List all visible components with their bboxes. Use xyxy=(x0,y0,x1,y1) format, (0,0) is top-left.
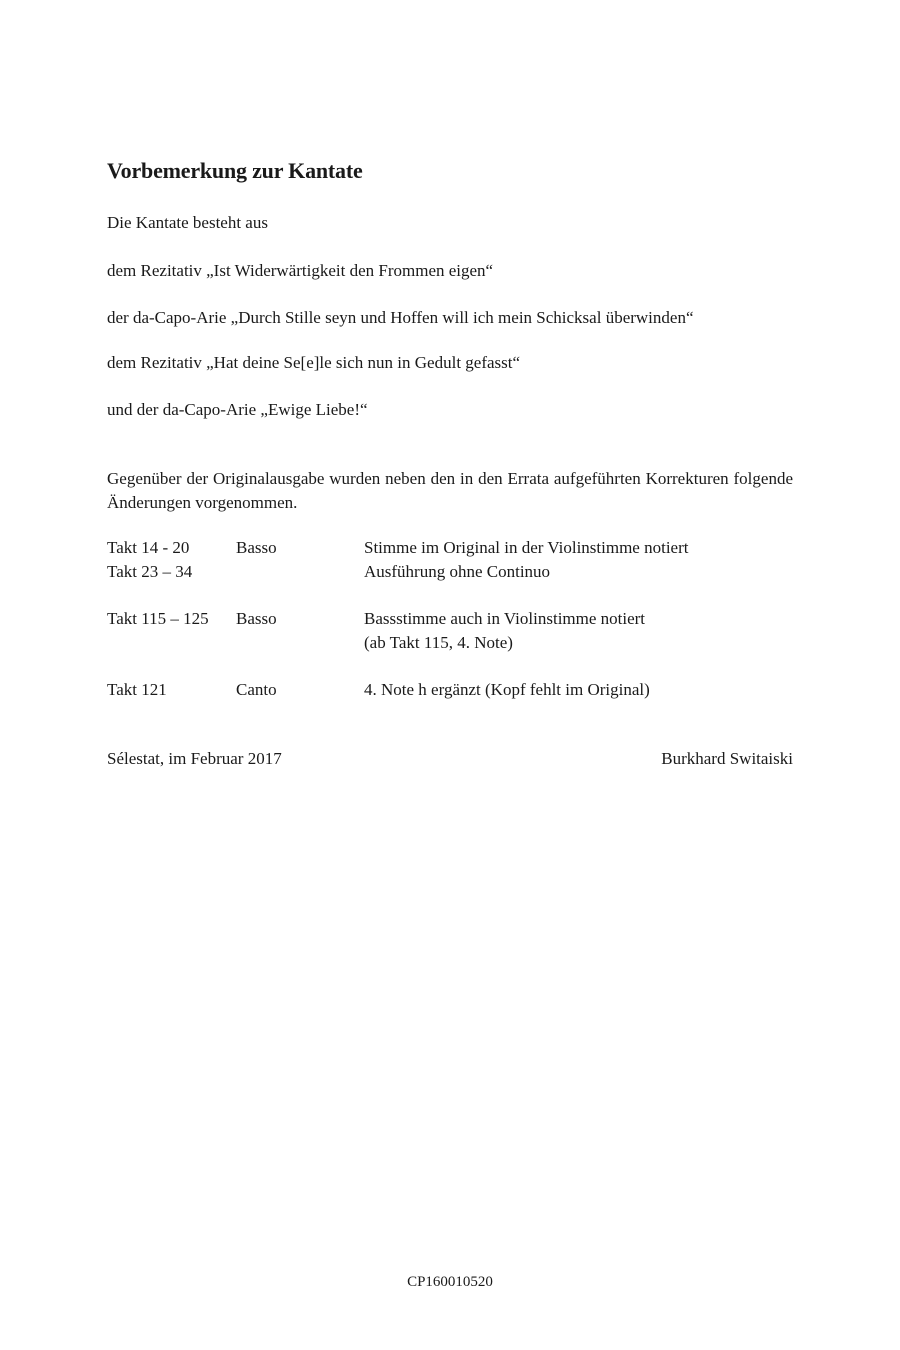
note-cell: (ab Takt 115, 4. Note) xyxy=(364,633,513,652)
part-recitative-2: dem Rezitativ „Hat deine Se[e]le sich nun in Gedult gefasst“ xyxy=(107,353,521,372)
changes-table xyxy=(107,538,793,704)
table-row xyxy=(107,538,793,562)
note-cell: Ausführung ohne Continuo xyxy=(364,562,551,581)
takt-cell: Takt 121 xyxy=(107,680,167,699)
takt-cell: Takt 23 – 34 xyxy=(107,562,193,581)
table-row xyxy=(107,633,793,657)
part-recitative-1: dem Rezitativ „Ist Widerwärtigkeit den Frommen eigen“ xyxy=(107,261,494,280)
takt-cell: Takt 115 – 125 xyxy=(107,609,209,628)
part-aria-1: der da-Capo-Arie „Durch Stille seyn und Hoffen will ich mein Schicksal überwinden“ xyxy=(107,308,694,327)
catalog-number: CP160010520 xyxy=(407,1274,493,1290)
voice-cell: Canto xyxy=(236,680,277,699)
page-title: Vorbemerkung zur Kantate xyxy=(107,158,363,183)
author-name: Burkhard Switaiski xyxy=(661,749,793,768)
place-date: Sélestat, im Februar 2017 xyxy=(107,749,282,768)
changes-intro: Gegenüber der Originalausgabe wurden neben den in den Errata aufgeführten Korrekturen folgende Änderungen vorgenommen. xyxy=(107,469,793,512)
part-aria-2: und der da-Capo-Arie „Ewige Liebe!“ xyxy=(107,400,368,419)
note-cell: Bassstimme auch in Violinstimme notiert xyxy=(364,609,646,628)
voice-cell: Basso xyxy=(236,609,277,628)
takt-cell: Takt 14 - 20 xyxy=(107,538,190,557)
intro-text: Die Kantate besteht aus xyxy=(107,213,268,232)
table-row xyxy=(107,562,793,586)
voice-cell: Basso xyxy=(236,538,277,557)
table-row xyxy=(107,680,793,704)
note-cell: Stimme im Original in der Violinstimme notiert xyxy=(364,538,689,557)
table-row xyxy=(107,609,793,633)
note-cell: 4. Note h ergänzt (Kopf fehlt im Original) xyxy=(364,680,650,699)
